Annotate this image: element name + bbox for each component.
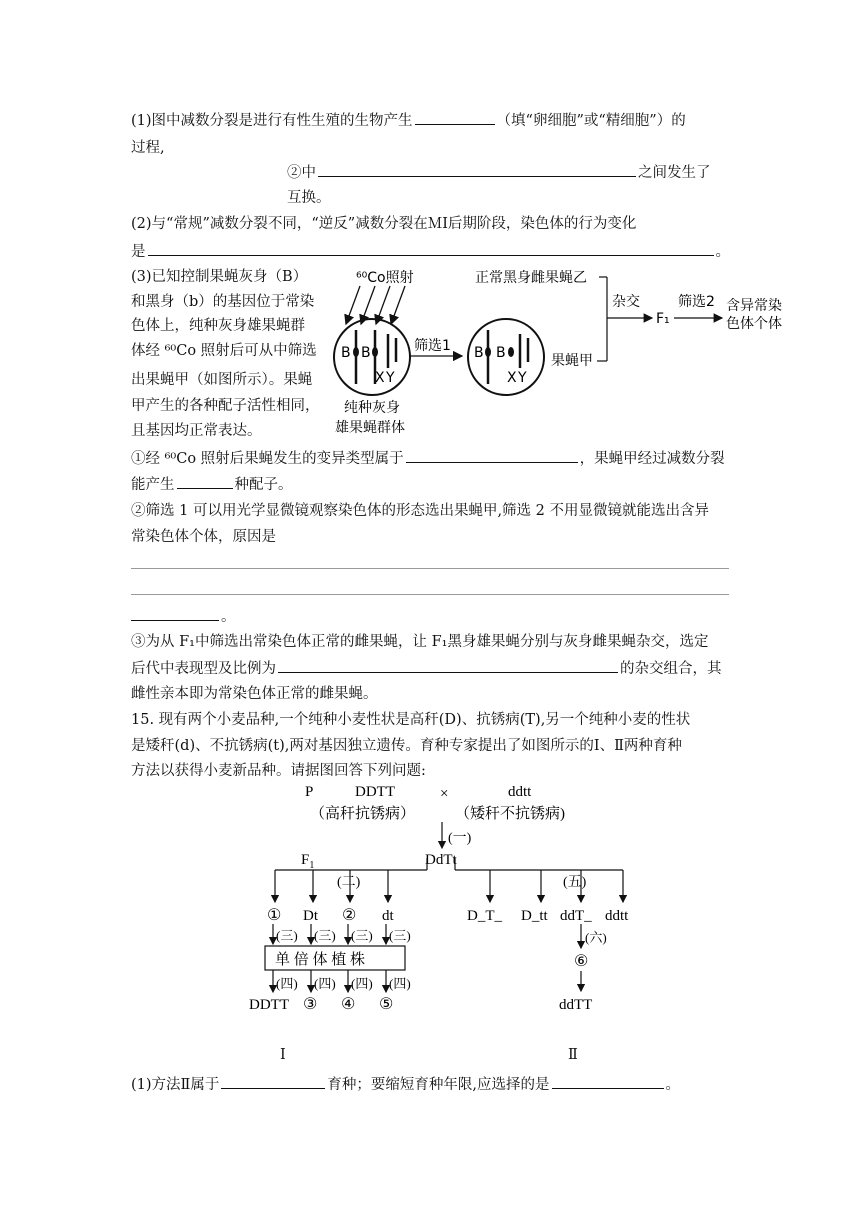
f2-genotype: D_tt	[521, 908, 548, 924]
answer-blank[interactable]	[221, 1074, 325, 1089]
gene-label: B	[341, 345, 351, 361]
q3-intro-5: 出果蝇甲（如图所示）。果蝇	[131, 372, 313, 388]
q15-sub1	[131, 1074, 680, 1095]
q3-text: ，果蝇甲经过减数分裂	[579, 451, 725, 467]
f1-subscript: 1	[309, 860, 315, 871]
q3-text: 能产生	[131, 477, 175, 493]
gamete: ①	[267, 907, 282, 924]
gene-label: Y	[518, 370, 527, 386]
q3-text: ①经 ⁶⁰Co 照射后果蝇发生的变异类型属于	[131, 451, 404, 467]
gamete: dt	[382, 908, 394, 924]
method-I-label: Ⅰ	[280, 1047, 286, 1063]
gene-label: B	[496, 345, 506, 361]
q3-text: 后代中表现型及比例为	[131, 661, 276, 677]
offspring: ④	[341, 996, 356, 1013]
ray-arrow	[391, 286, 405, 324]
q3-text: 的杂交组合，其	[620, 661, 722, 677]
q3-intro-1: (3)已知控制果蝇灰身（B）	[131, 269, 308, 285]
q3-text: 。	[221, 609, 236, 625]
centromere	[353, 347, 359, 357]
answer-blank[interactable]	[406, 448, 578, 463]
parent2-phenotype: （矮秆不抗锈病)	[455, 806, 565, 822]
q1-line4: 互换。	[287, 190, 331, 206]
answer-blank[interactable]	[177, 474, 233, 489]
answer-line[interactable]	[131, 594, 729, 595]
q1-text-b: （填“卵细胞”或“精细胞”）的	[496, 113, 686, 129]
q15-text: 育种；要缩短育种年限,应选择的是	[327, 1077, 550, 1093]
gene-label: X	[375, 370, 385, 386]
step-label: (三)	[389, 928, 411, 943]
q15-line3: 方法以获得小麦新品种。请据图回答下列问题:	[131, 763, 426, 779]
q15-text: 。	[665, 1077, 681, 1093]
ray-arrow	[376, 286, 390, 324]
times-sign: ×	[440, 786, 449, 802]
step-label: (四)	[351, 976, 373, 991]
answer-blank[interactable]	[278, 658, 618, 673]
step-label: (五)	[563, 875, 587, 890]
f2-genotype: ddT_	[560, 908, 592, 924]
centromere	[372, 347, 378, 357]
jia-label: 果蝇甲	[551, 353, 593, 369]
q3-s3-line2	[131, 658, 722, 679]
q3-intro-7: 且基因均正常表达。	[131, 423, 262, 439]
q15-text: (1)方法Ⅱ属于	[131, 1077, 220, 1093]
parent1-phenotype: （高秆抗锈病）	[310, 806, 416, 822]
centromere	[485, 347, 491, 357]
answer-blank[interactable]	[131, 606, 219, 621]
answer-blank[interactable]	[552, 1074, 664, 1089]
q3-intro-4: 体经 ⁶⁰Co 照射后可从中筛选	[131, 343, 317, 359]
answer-blank[interactable]	[318, 162, 636, 177]
answer-blank[interactable]	[148, 241, 714, 256]
step-label: (三)	[276, 928, 298, 943]
f1-genotype: DdTt	[425, 852, 457, 868]
q3-s1-line1	[131, 448, 725, 469]
q3-intro-6: 甲产生的各种配子活性相同，	[131, 398, 320, 414]
answer-blank[interactable]	[415, 110, 495, 125]
q15-line1: 15. 现有两个小麦品种,一个纯种小麦性状是高秆(D)、抗锈病(T),另一个纯种小麦的性状	[131, 712, 691, 728]
gamete: Dt	[303, 908, 318, 924]
q1-text-d: 之间发生了	[638, 165, 711, 181]
p-label: P	[305, 784, 314, 800]
step-label: (四)	[276, 976, 298, 991]
q3-s3-line3: 雌性亲本即为常染色体正常的雌果蝇。	[131, 686, 378, 702]
cross-label: 杂交	[612, 294, 640, 310]
gene-label: X	[507, 370, 517, 386]
fruitfly-diagram	[320, 262, 840, 442]
cobalt-label: ⁶⁰Co照射	[356, 270, 414, 286]
q3-text: 种配子。	[234, 477, 293, 493]
method-II-label: Ⅱ	[568, 1047, 578, 1063]
q3-s1-line2	[131, 474, 293, 495]
offspring: ⑤	[379, 996, 394, 1013]
female-label: 正常黑身雌果蝇乙	[475, 270, 587, 286]
f1-label: F₁	[656, 311, 670, 327]
pure-label-1: 纯种灰身	[344, 400, 400, 416]
q3-s2-line1: ②筛选 1 可以用光学显微镜观察染色体的形态选出果蝇甲,筛选 2 不用显微镜就能选出含异	[131, 503, 709, 519]
q1-line1	[131, 110, 686, 131]
q1-text-a: (1)图中减数分裂是进行有性生殖的生物产生	[131, 113, 413, 129]
step-label: (六)	[585, 930, 607, 945]
sieve1-label: 筛选1	[414, 338, 451, 354]
step-label: (三)	[351, 928, 373, 943]
q1-line2: 过程,	[131, 140, 165, 156]
step-label: (一)	[448, 831, 472, 846]
f1-label	[301, 852, 314, 871]
q2-text-b: 。	[715, 244, 730, 260]
q2-text-a: 是	[131, 244, 146, 260]
final-genotype: ddTT	[559, 997, 593, 1013]
parent2-genotype: ddtt	[508, 784, 532, 800]
gene-label: Y	[386, 370, 395, 386]
breeding-diagram	[245, 778, 665, 1018]
haploid-label: 单 倍 体 植 株	[275, 952, 366, 968]
q1-text-c: ②中	[287, 165, 316, 181]
q2-line2	[131, 241, 730, 262]
q1-line3	[287, 162, 711, 183]
q3-s3-line1: ③为从 F₁中筛选出常染色体正常的雌果蝇，让 F₁黑身雄果蝇分别与灰身雌果蝇杂交，选定	[131, 634, 709, 650]
f1-letter: F	[301, 852, 310, 868]
f2-genotype: D_T_	[467, 908, 502, 924]
q3-intro-2: 和黑身（b）的基因位于常染	[131, 294, 315, 310]
centromere	[508, 347, 514, 357]
q2-line1: (2)与“常规”减数分裂不同，“逆反”减数分裂在ＭⅠ后期阶段，染色体的行为变化	[131, 216, 637, 232]
sieve2-label: 筛选2	[678, 294, 715, 310]
result-label-1: 含异常染	[726, 298, 782, 314]
step-label: (四)	[314, 976, 336, 991]
step-label: (四)	[389, 976, 411, 991]
parent1-genotype: DDTT	[355, 784, 395, 800]
gamete: ②	[342, 907, 357, 924]
gene-label: B	[474, 345, 484, 361]
f2-genotype: ddtt	[605, 908, 629, 924]
six-label: ⑥	[574, 953, 589, 970]
step-label: (二)	[337, 875, 361, 890]
pure-label-2: 雄果蝇群体	[335, 420, 405, 436]
offspring: DDTT	[249, 997, 289, 1013]
q3-s2-line2: 常染色体个体，原因是	[131, 529, 276, 545]
q3-intro-3: 色体上，纯种灰身雄果蝇群	[131, 318, 305, 334]
offspring: ③	[303, 996, 318, 1013]
result-label-2: 色体个体	[726, 316, 782, 332]
q3-s2-line3	[131, 606, 236, 627]
ray-arrow	[346, 286, 360, 324]
gene-label: B	[361, 345, 371, 361]
step-label: (三)	[314, 928, 336, 943]
q15-line2: 是矮秆(d)、不抗锈病(t),两对基因独立遗传。育种专家提出了如图所示的Ⅰ、Ⅱ两种育种	[131, 738, 682, 754]
answer-line[interactable]	[131, 568, 729, 569]
